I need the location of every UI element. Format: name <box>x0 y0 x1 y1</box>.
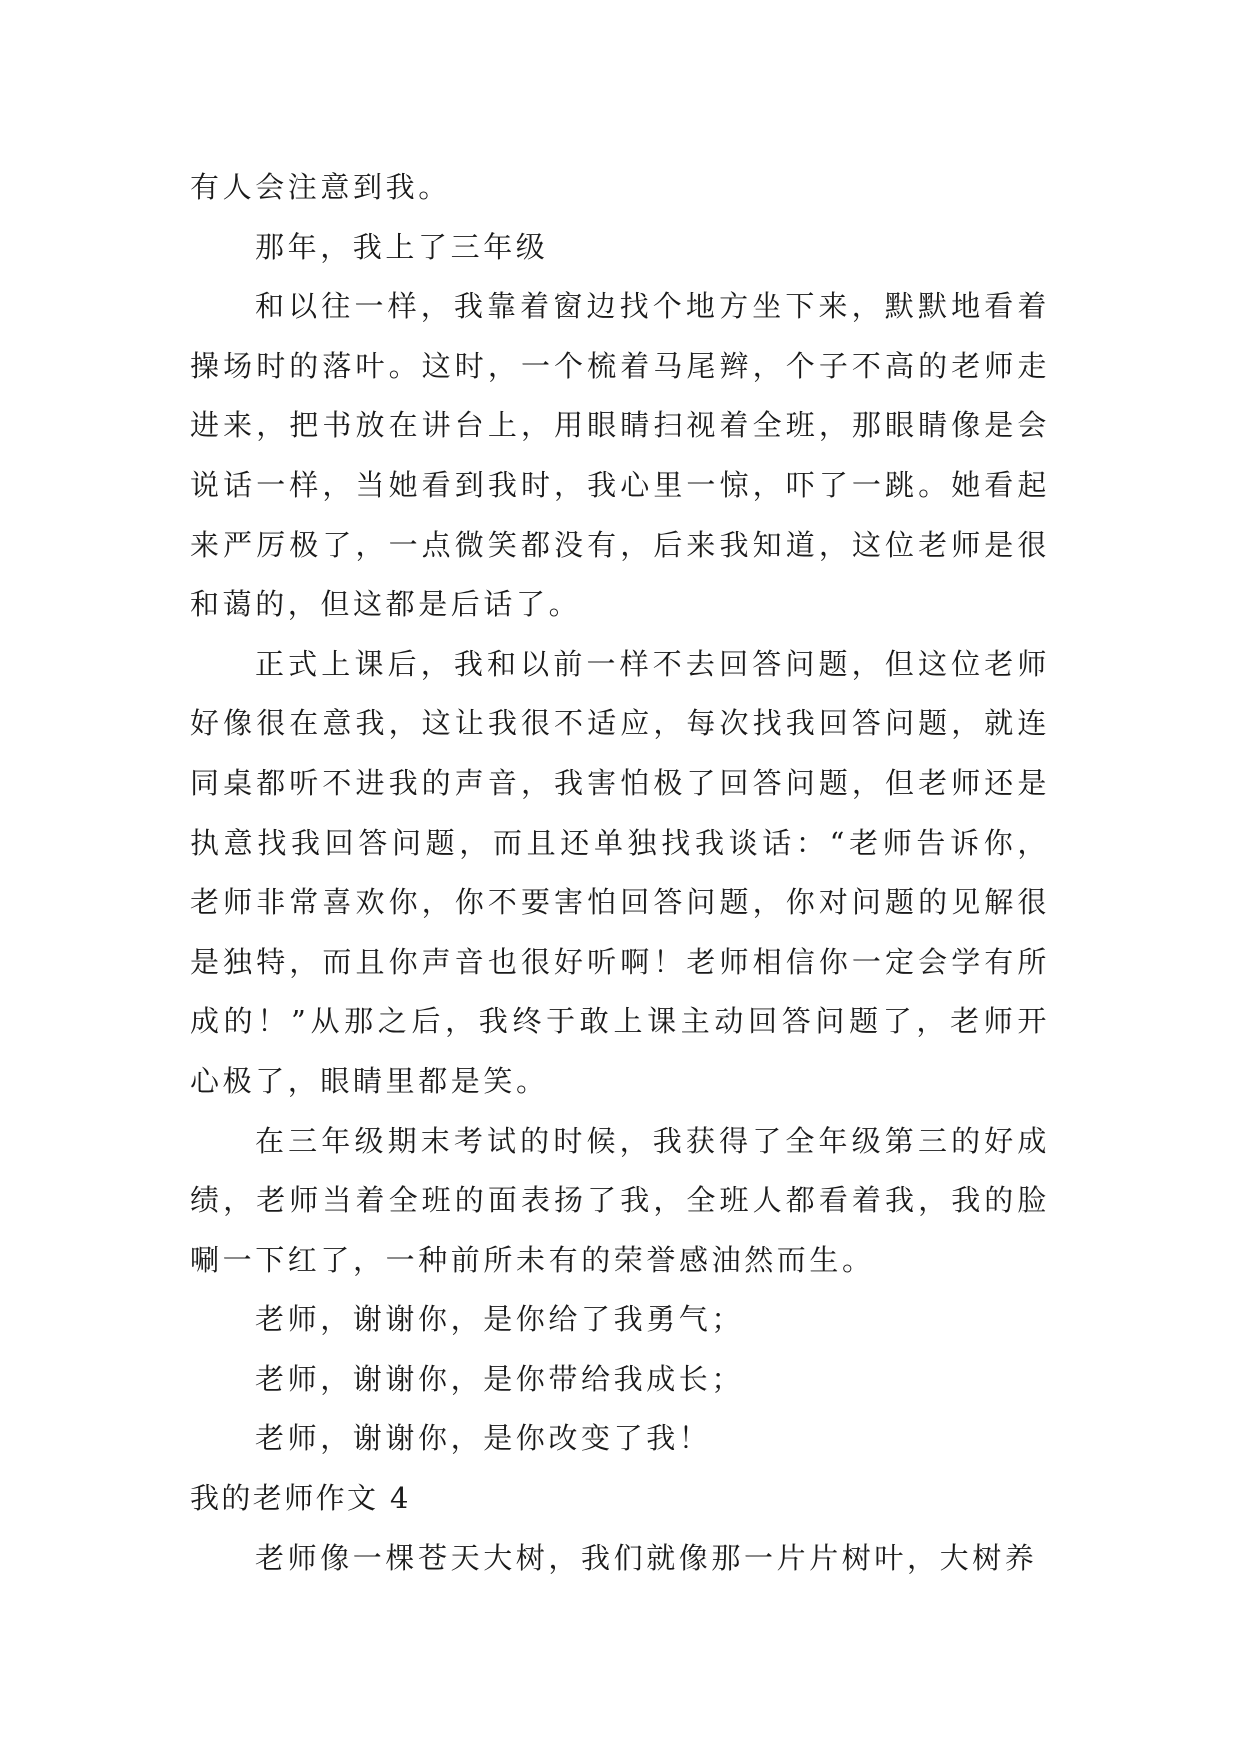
paragraph: 老师，谢谢你，是你带给我成长； <box>255 1361 745 1396</box>
paragraph-continuation: 有人会注意到我。 <box>190 170 451 204</box>
essay-text <box>190 158 1050 1588</box>
paragraph: 正式上课后，我和以前一样不去回答问题，但这位老师好像很在意我，这让我很不适应，每次找我回答问题，就连同桌都听不进我的声音，我害怕极了回答问题，但老师还是执意找我回答问题，而且还单独找我谈话：“老师告诉你，老师非常喜欢你，你不要害怕回答问题，你对问题的见解很是独特，而且你声音也很好听啊！老师相信你一定会学有所成的！”从那之后，我终于敢上课主动回答问题了，老师开心极了，眼睛里都是笑。 <box>190 646 1050 1098</box>
paragraph: 老师像一棵苍天大树，我们就像那一片片树叶，大树养 <box>255 1540 1038 1575</box>
paragraph: 和以往一样，我靠着窗边找个地方坐下来，默默地看着操场时的落叶。这时，一个梳着马尾辫，个子不高的老师走进来，把书放在讲台上，用眼睛扫视着全班，那眼睛像是会说话一样，当她看到我时，我心里一惊，吓了一跳。她看起来严厉极了，一点微笑都没有，后来我知道，这位老师是很和蔼的，但这都是后话了。 <box>190 289 1050 622</box>
paragraph: 老师，谢谢你，是你改变了我！ <box>255 1421 712 1456</box>
paragraph: 那年，我上了三年级 <box>255 229 549 264</box>
section-heading: 我的老师作文 4 <box>190 1481 411 1516</box>
paragraph: 老师，谢谢你，是你给了我勇气； <box>255 1302 745 1337</box>
paragraph: 在三年级期末考试的时候，我获得了全年级第三的好成绩，老师当着全班的面表扬了我，全班人都看着我，我的脸唰一下红了，一种前所未有的荣誉感油然而生。 <box>190 1123 1050 1277</box>
